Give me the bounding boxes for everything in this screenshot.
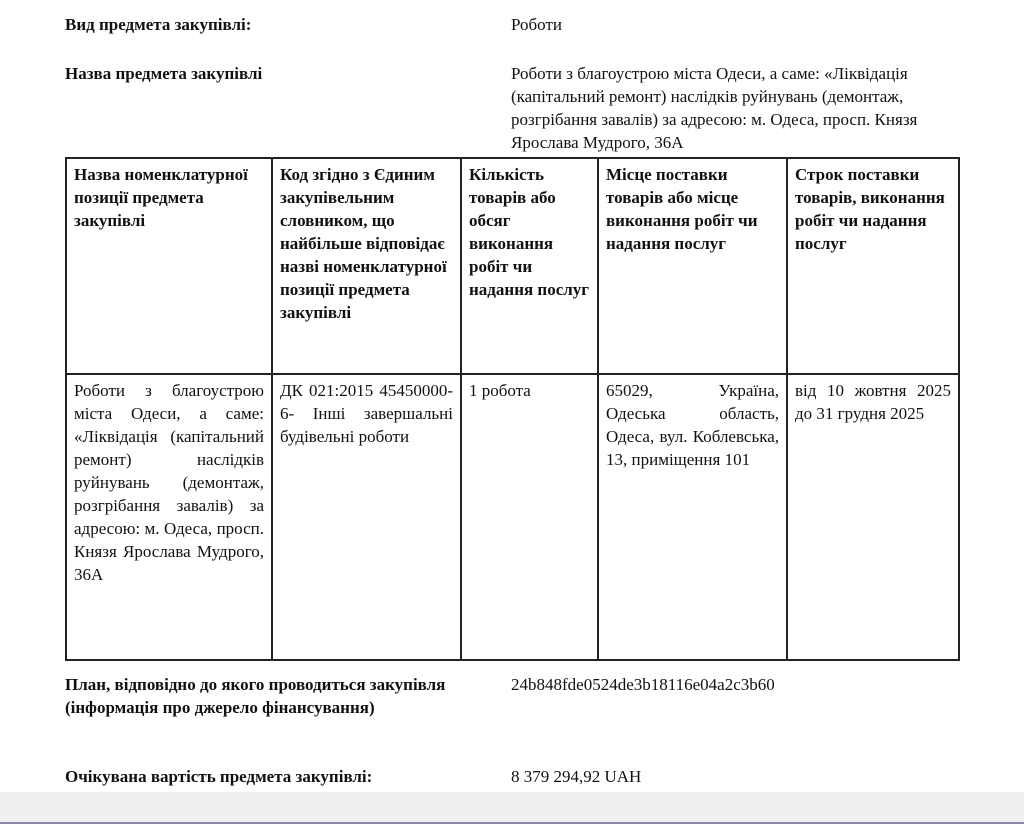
table-row	[66, 374, 959, 660]
procurement-name-label: Назва предмета закупівлі	[65, 64, 263, 83]
cell-delivery-term: від 10 жовтня 2025 до 31 грудня 2025	[787, 374, 959, 660]
procurement-name-value: Роботи з благоустрою міста Одеси, а саме: «Ліквідація (капітальний ремонт) наслідків руйнувань (демонтаж, розгрібання завалів) за адресою: м. Одеса, просп. Князя Ярослава Мудрого, 36А	[511, 64, 918, 152]
cell-quantity: 1 робота	[461, 374, 598, 660]
table-header-row	[66, 158, 959, 374]
expected-cost-value: 8 379 294,92 UAH	[511, 767, 642, 786]
header-delivery-term: Строк поставки товарів, виконання робіт чи надання послуг	[787, 158, 959, 374]
procurement-kind-value: Роботи	[511, 15, 562, 34]
procurement-kind-label: Вид предмета закупівлі:	[65, 15, 252, 34]
viewer-bottom-bar	[0, 792, 1024, 822]
header-delivery-place: Місце поставки товарів або місце виконання робіт чи надання послуг	[598, 158, 787, 374]
header-quantity: Кількість товарів або обсяг виконання робіт чи надання послуг	[461, 158, 598, 374]
cell-cpv-code: ДК 021:2015 45450000-6- Інші завершальні будівельні роботи	[272, 374, 461, 660]
plan-value: 24b848fde0524de3b18116e04a2c3b60	[511, 675, 775, 694]
expected-cost-label: Очікувана вартість предмета закупівлі:	[65, 767, 373, 786]
header-item-name: Назва номенклатурної позиції предмета закупівлі	[66, 158, 272, 374]
header-cpv-code: Код згідно з Єдиним закупівельним словником, що найбільше відповідає назві номенклатурної позиції предмета закупівлі	[272, 158, 461, 374]
cell-item-name: Роботи з благоустрою міста Одеси, а саме: «Ліквідація (капітальний ремонт) наслідків руйнувань (демонтаж, розгрібання завалів) за адресою: м. Одеса, просп. Князя Ярослава Мудрого, 36А	[66, 374, 272, 660]
items-table	[65, 157, 960, 661]
cell-delivery-place: 65029, Україна, Одеська область, Одеса, вул. Коблевська, 13, приміщення 101	[598, 374, 787, 660]
plan-label: План, відповідно до якого проводиться закупівля (інформація про джерело фінансування)	[65, 675, 446, 717]
